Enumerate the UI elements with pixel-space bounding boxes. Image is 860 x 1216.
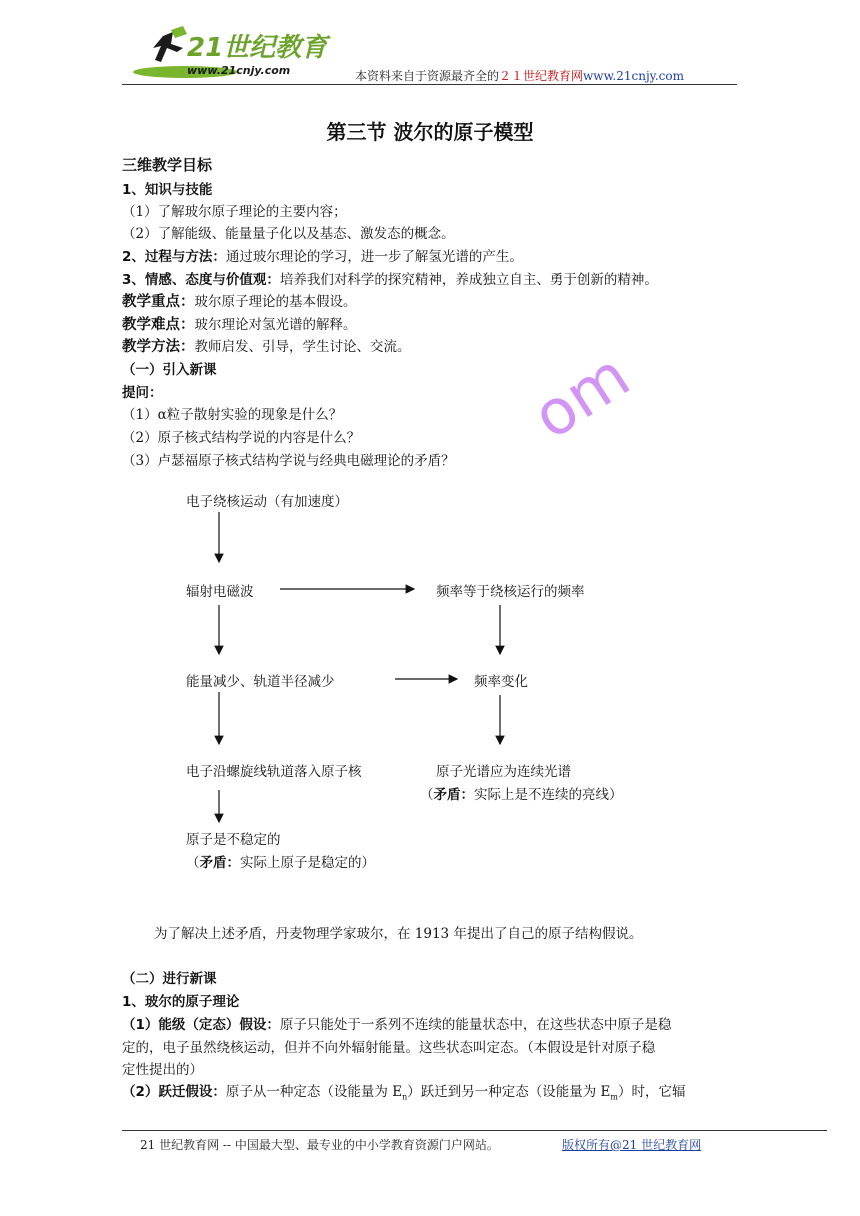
header-note-url[interactable]: www.21cnjy.com bbox=[583, 69, 684, 83]
copyright-link[interactable]: 版权所有@21 世纪教育网 bbox=[562, 1138, 702, 1152]
postulate-2-text-a: 原子从一种定态（设能量为 E bbox=[225, 1084, 403, 1100]
teaching-method-text: 教师启发、引导，学生讨论、交流。 bbox=[194, 339, 411, 355]
emotion-heading: 3、情感、态度与价值观： bbox=[122, 272, 280, 288]
key-point-text: 玻尔原子理论的基本假设。 bbox=[194, 294, 357, 310]
question-2: （2）原子核式结构学说的内容是什么？ bbox=[122, 430, 361, 446]
intro-heading: （一）引入新课 bbox=[122, 362, 217, 378]
bohr-theory-heading: 1、玻尔的原子理论 bbox=[122, 994, 240, 1010]
question-1: （1）α粒子散射实验的现象是什么？ bbox=[122, 407, 343, 423]
flow-note-stable: （矛盾：实际上原子是稳定的） bbox=[186, 855, 375, 871]
flow-node-electron-orbit: 电子绕核运动（有加速度） bbox=[186, 494, 348, 510]
knowledge-item-1: （1）了解玻尔原子理论的主要内容； bbox=[122, 204, 347, 220]
logo-url: www.21cnjy.com bbox=[187, 64, 291, 77]
header-note-prefix: 本资料来自于资源最齐全的 bbox=[355, 69, 500, 83]
header-divider bbox=[122, 84, 737, 85]
postulate-1-heading: （1）能级（定态）假设： bbox=[122, 1017, 280, 1033]
subscript-m: m bbox=[610, 1092, 618, 1102]
key-point-heading: 教学重点： bbox=[122, 294, 195, 310]
new-lesson-heading: （二）进行新课 bbox=[122, 971, 217, 987]
knowledge-heading: 1、知识与技能 bbox=[122, 182, 213, 198]
difficult-point-heading: 教学难点： bbox=[122, 317, 195, 333]
logo-text: 21世纪教育 bbox=[187, 33, 328, 63]
postulate-1-line-3: 定性提出的） bbox=[122, 1062, 203, 1078]
teaching-method bbox=[122, 335, 411, 356]
emotion-attitude bbox=[122, 268, 658, 288]
question-3: （3）卢瑟福原子核式结构学说与经典电磁理论的矛盾？ bbox=[122, 453, 455, 469]
knowledge-item-2: （2）了解能级、能量量子化以及基态、激发态的概念。 bbox=[122, 226, 455, 242]
postulate-2-heading: （2）跃迁假设： bbox=[122, 1084, 226, 1100]
flow-node-energy-decrease: 能量减少、轨道半径减少 bbox=[186, 674, 335, 690]
difficult-point-text: 玻尔理论对氢光谱的解释。 bbox=[194, 317, 357, 333]
postulate-1-line-2: 定的，电子虽然绕核运动，但并不向外辐射能量。这些状态叫定态。（本假设是针对原子稳 bbox=[122, 1040, 656, 1056]
page-title: 第三节 波尔的原子模型 bbox=[326, 120, 534, 144]
contradiction-label: 矛盾： bbox=[433, 787, 474, 803]
flow-note-spectrum: （矛盾：实际上是不连续的亮线） bbox=[420, 787, 623, 803]
flow-node-unstable: 原子是不稳定的 bbox=[186, 832, 281, 848]
flow-node-frequency-equal: 频率等于绕核运行的频率 bbox=[436, 584, 585, 600]
process-method bbox=[122, 245, 523, 265]
header-note bbox=[355, 67, 684, 84]
postulate-2-line-1 bbox=[122, 1080, 685, 1102]
watermark: om bbox=[520, 338, 643, 454]
flow-node-spiral-fall: 电子沿螺旋线轨道落入原子核 bbox=[186, 764, 362, 780]
footer-text: 21 世纪教育网 -- 中国最大型、最专业的中小学教育资源门户网站。 bbox=[140, 1138, 499, 1152]
process-text: 通过玻尔理论的学习，进一步了解氢光谱的产生。 bbox=[225, 249, 523, 265]
header-note-site: ２１世纪教育网 bbox=[499, 69, 584, 83]
flow-node-continuous-spectrum: 原子光谱应为连续光谱 bbox=[436, 764, 571, 780]
emotion-text: 培养我们对科学的探究精神，养成独立自主、勇于创新的精神。 bbox=[279, 272, 658, 288]
subscript-n: n bbox=[402, 1092, 408, 1102]
postulate-2-text-c: ）时，它辐 bbox=[617, 1084, 686, 1100]
contradiction-label: 矛盾： bbox=[199, 855, 240, 871]
postulate-1-text: 原子只能处于一系列不连续的能量状态中，在这些状态中原子是稳 bbox=[279, 1017, 672, 1033]
flow-note-stable-text: 实际上原子是稳定的 bbox=[240, 855, 362, 871]
key-point bbox=[122, 290, 357, 311]
process-heading: 2、过程与方法： bbox=[122, 249, 226, 265]
flow-node-frequency-change: 频率变化 bbox=[474, 674, 528, 690]
footer-divider bbox=[122, 1130, 827, 1131]
flow-note-spectrum-text: 实际上是不连续的亮线 bbox=[474, 787, 609, 803]
site-logo[interactable] bbox=[125, 22, 335, 86]
ask-label: 提问： bbox=[122, 385, 163, 401]
bridge-paragraph: 为了解决上述矛盾，丹麦物理学家玻尔，在 1913 年提出了自己的原子结构假说。 bbox=[154, 926, 643, 942]
difficult-point bbox=[122, 313, 357, 334]
flow-node-radiate: 辐射电磁波 bbox=[186, 584, 254, 600]
goals-heading: 三维教学目标 bbox=[122, 156, 213, 174]
teaching-method-heading: 教学方法： bbox=[122, 339, 195, 355]
postulate-1-line-1 bbox=[122, 1013, 671, 1033]
postulate-2-text-b: ）跃迁到另一种定态（设能量为 E bbox=[407, 1084, 611, 1100]
